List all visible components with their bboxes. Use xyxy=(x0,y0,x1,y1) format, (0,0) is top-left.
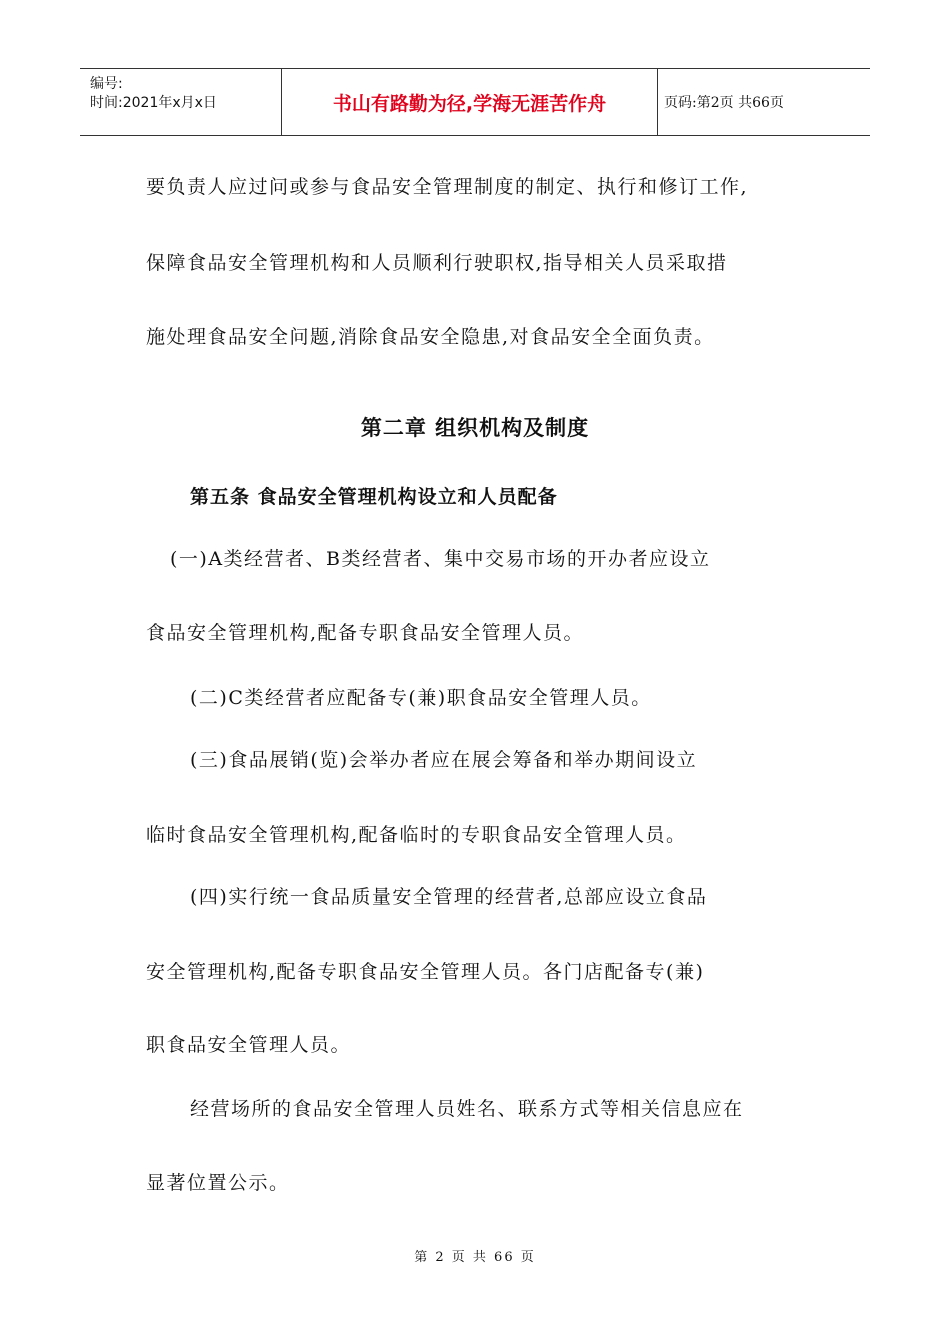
body-line: 施处理食品安全问题,消除食品安全隐患,对食品安全全面负责。 xyxy=(146,326,715,348)
chapter-title: 第二章 组织机构及制度 xyxy=(360,415,590,440)
paragraph-line: 职食品安全管理人员。 xyxy=(146,1034,352,1056)
paragraph-line: 食品安全管理机构,配备专职食品安全管理人员。 xyxy=(146,622,585,644)
paragraph-line: (二)C类经营者应配备专(兼)职食品安全管理人员。 xyxy=(190,687,652,709)
paragraph-line: (三)食品展销(览)会举办者应在展会筹备和举办期间设立 xyxy=(190,749,698,771)
header-meta xyxy=(80,69,282,135)
page-header xyxy=(80,68,870,136)
paragraph-line: (一)A类经营者、B类经营者、集中交易市场的开办者应设立 xyxy=(170,548,711,570)
header-page-info: 页码:第2页 共66页 xyxy=(664,95,784,111)
header-motto: 书山有路勤为径,学海无涯苦作舟 xyxy=(282,69,658,135)
body-line: 要负责人应过问或参与食品安全管理制度的制定、执行和修订工作, xyxy=(146,176,749,198)
paragraph-line: (四)实行统一食品质量安全管理的经营者,总部应设立食品 xyxy=(190,886,708,908)
paragraph-line: 经营场所的食品安全管理人员姓名、联系方式等相关信息应在 xyxy=(190,1098,744,1120)
date-label: 时间:2021年x月x日 xyxy=(90,95,217,111)
page-footer: 第 2 页 共 66 页 xyxy=(414,1250,536,1265)
article-title: 第五条 食品安全管理机构设立和人员配备 xyxy=(190,486,558,508)
body-line: 保障食品安全管理机构和人员顺利行驶职权,指导相关人员采取措 xyxy=(146,252,728,274)
number-label: 编号: xyxy=(90,76,123,92)
paragraph-line: 安全管理机构,配备专职食品安全管理人员。各门店配备专(兼) xyxy=(146,961,705,983)
paragraph-line: 临时食品安全管理机构,配备临时的专职食品安全管理人员。 xyxy=(146,824,687,846)
paragraph-line: 显著位置公示。 xyxy=(146,1172,290,1194)
